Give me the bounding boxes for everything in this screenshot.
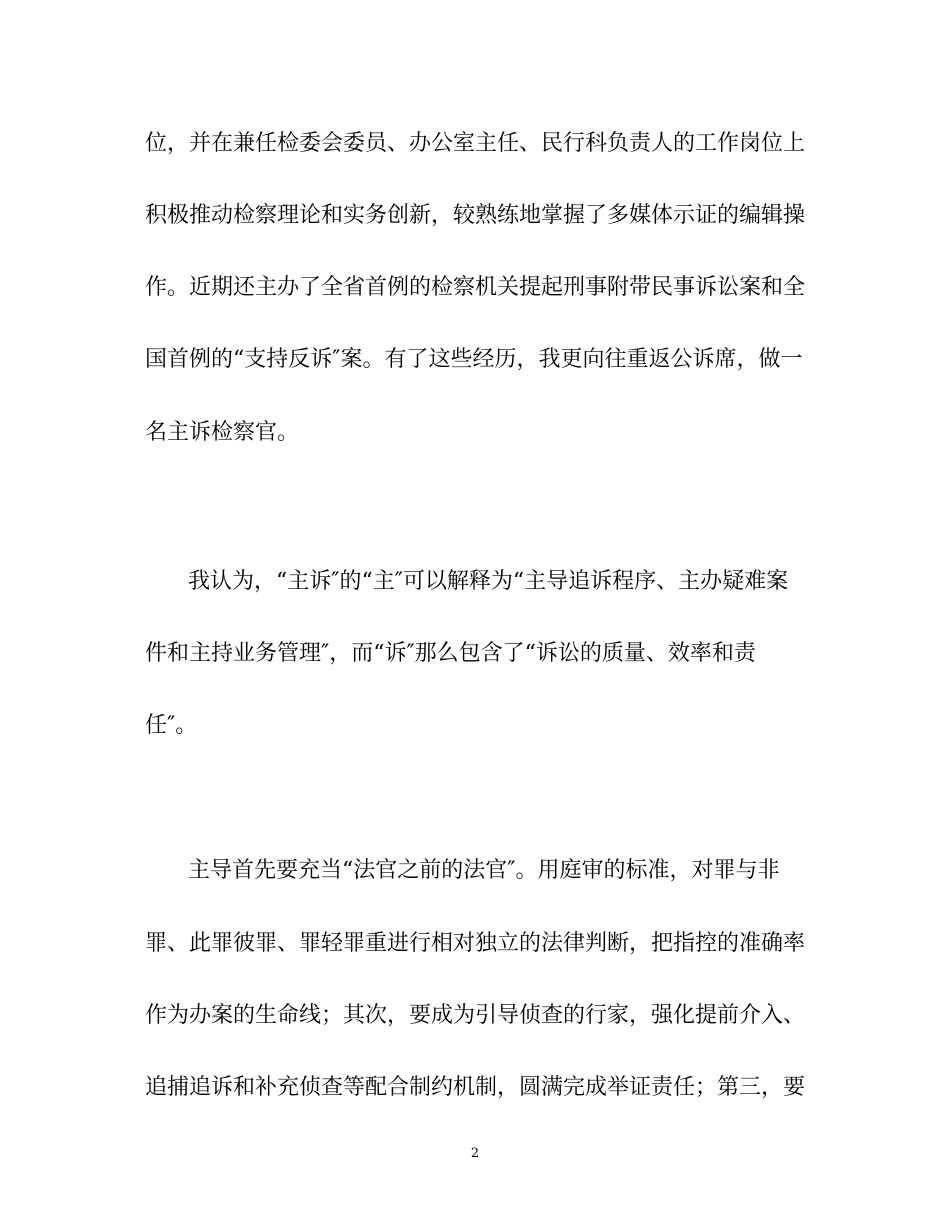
text-line: 主导首先要充当“法官之前的法官″。用庭审的标准，对罪与非	[188, 858, 780, 883]
text-line: 罪、此罪彼罪、罪轻罪重进行相对独立的法律判断，把指控的准确率	[145, 931, 806, 956]
text-line: 作为办案的生命线；其次，要成为引导侦查的行家，强化提前介入、	[145, 1003, 806, 1028]
text-line: 追捕追诉和补充侦查等配合制约机制，圆满完成举证责任；第三，要	[145, 1075, 806, 1100]
text-line: 件和主持业务管理″，而“诉″那么包含了“诉讼的质量、效率和责	[145, 641, 756, 666]
page-number: 2	[470, 1146, 480, 1161]
text-line: 位，并在兼任检委会委员、办公室主任、民行科负责人的工作岗位上	[145, 131, 806, 156]
text-line: 我认为，“主诉″的“主″可以解释为“主导追诉程序、主办疑难案	[188, 569, 789, 594]
text-line: 名主诉检察官。	[145, 420, 300, 445]
text-line: 国首例的“支持反诉″案。有了这些经历，我更向往重返公诉席，做一	[145, 347, 803, 372]
text-line: 作。近期还主办了全省首例的检察机关提起刑事附带民事诉讼案和全	[145, 275, 806, 300]
text-line: 积极推动检察理论和实务创新，较熟练地掌握了多媒体示证的编辑操	[145, 203, 806, 228]
text-line: 任″。	[145, 713, 198, 738]
